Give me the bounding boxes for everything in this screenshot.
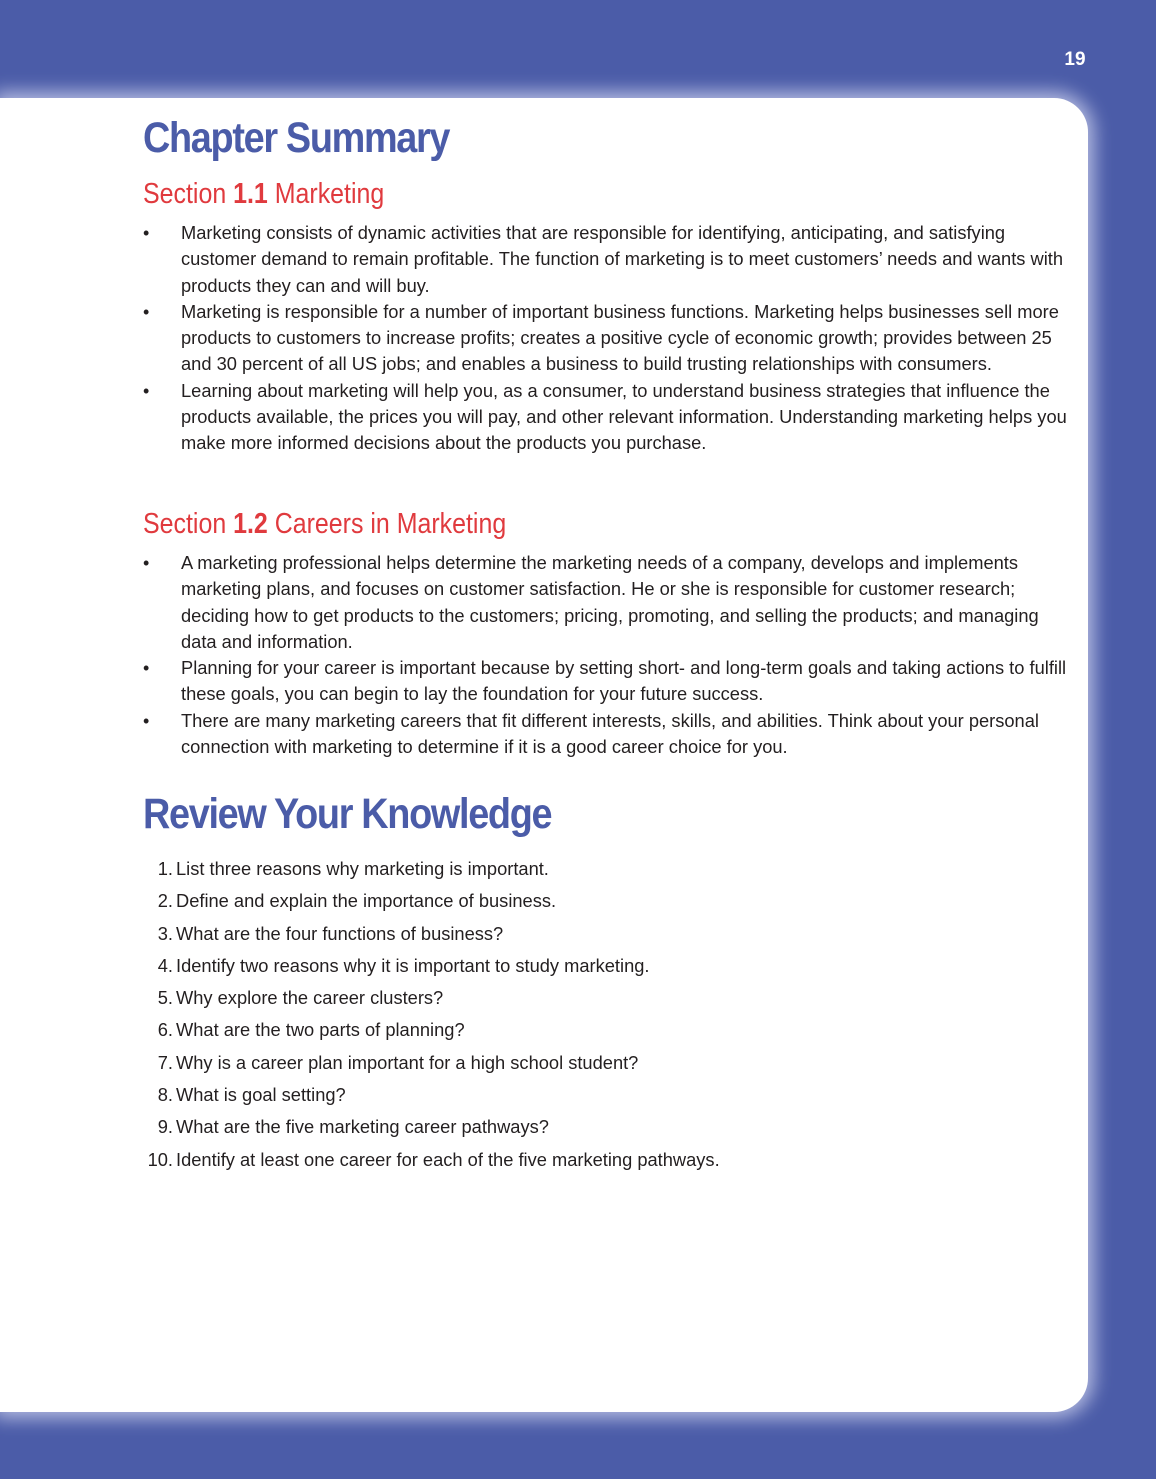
question-item	[143, 1111, 720, 1143]
review-questions	[143, 853, 720, 1176]
question-text: Why is a career plan important for a high school student?	[176, 1051, 639, 1073]
page-number: 19	[1064, 49, 1086, 70]
bullet-item	[143, 550, 1073, 655]
bullet-text: Marketing is responsible for a number of important business functions. Marketing helps businesses sell more products to customers to increase profits; creates a positive cycle of economic growth; provides between 25 and 30 percent of all US jobs; and enables a business to build trusting relationships with consumers.	[181, 300, 1059, 375]
bullet-text: Marketing consists of dynamic activities that are responsible for identifying, anticipating, and satisfying customer demand to remain profitable. The function of marketing is to meet customers’ needs and wants with products they can and will buy.	[181, 222, 1063, 296]
bullet-icon: •	[143, 658, 150, 679]
bullet-item	[143, 655, 1073, 708]
question-number: 8.	[157, 1084, 173, 1106]
question-text: What is goal setting?	[176, 1084, 346, 1106]
section-1-1-heading	[143, 178, 384, 211]
question-item	[143, 1014, 720, 1046]
question-text: Identify two reasons why it is important to study marketing.	[176, 954, 650, 976]
section-1-2-heading	[143, 508, 506, 541]
bullet-item	[143, 220, 1073, 299]
section-number: 1.2	[233, 508, 268, 540]
question-item	[143, 885, 720, 917]
bullet-icon: •	[143, 223, 150, 243]
section-prefix: Section	[143, 508, 227, 540]
question-text: Identify at least one career for each of the five marketing pathways.	[176, 1148, 720, 1170]
bullet-item	[143, 708, 1073, 761]
section-name: Marketing	[274, 178, 385, 210]
question-item	[143, 1144, 720, 1176]
review-heading: Review Your Knowledge	[143, 790, 552, 838]
bullet-text: Planning for your career is important because by setting short- and long-term goals and taking actions to fulfill these goals, you can begin to lay the foundation for your future success.	[181, 657, 1067, 705]
bullet-icon: •	[143, 553, 150, 573]
bullet-item	[143, 299, 1073, 378]
question-text: Define and explain the importance of business.	[176, 890, 557, 912]
bullet-text: Learning about marketing will help you, as a consumer, to understand business strategies that influence the products available, the prices you will pay, and other relevant information. Understanding marketing helps you make more informed decisions about the products you purchase.	[181, 379, 1067, 454]
question-number: 7.	[157, 1051, 173, 1073]
section-number: 1.1	[233, 178, 268, 210]
question-text: What are the four functions of business?	[176, 922, 504, 944]
question-number: 10.	[147, 1148, 173, 1170]
section-1-1-bullets	[143, 220, 1073, 457]
question-item	[143, 918, 720, 950]
page-content-panel	[0, 98, 1088, 1412]
question-number: 2.	[157, 890, 173, 912]
question-item	[143, 1079, 720, 1111]
question-number: 6.	[157, 1019, 173, 1041]
section-name: Careers in Marketing	[274, 508, 507, 540]
question-number: 9.	[157, 1116, 173, 1138]
question-text: List three reasons why marketing is important.	[176, 858, 549, 879]
section-prefix: Section	[143, 178, 227, 210]
question-text: Why explore the career clusters?	[176, 987, 444, 1009]
question-item	[143, 853, 720, 885]
question-text: What are the five marketing career pathways?	[176, 1116, 549, 1138]
bullet-text: A marketing professional helps determine the marketing needs of a company, develops and implements marketing plans, and focuses on customer satisfaction. He or she is responsible for customer research; deciding how to get products to the customers; pricing, promoting, and selling the products; and managing data and information.	[181, 552, 1039, 652]
bullet-icon: •	[143, 301, 150, 322]
bullet-text: There are many marketing careers that fit different interests, skills, and abilities. Think about your personal connection with marketing to determine if it is a good career choice for you.	[181, 709, 1039, 758]
question-item	[143, 950, 720, 982]
question-item	[143, 1047, 720, 1079]
bullet-item	[143, 378, 1073, 457]
question-number: 4.	[157, 954, 173, 976]
question-number: 1.	[157, 858, 173, 879]
bullet-icon: •	[143, 380, 150, 401]
bullet-icon: •	[143, 710, 150, 731]
question-number: 3.	[157, 922, 173, 944]
chapter-summary-heading: Chapter Summary	[143, 114, 450, 162]
question-text: What are the two parts of planning?	[176, 1019, 465, 1041]
section-1-2-bullets	[143, 550, 1073, 760]
question-number: 5.	[157, 987, 173, 1009]
question-item	[143, 982, 720, 1014]
